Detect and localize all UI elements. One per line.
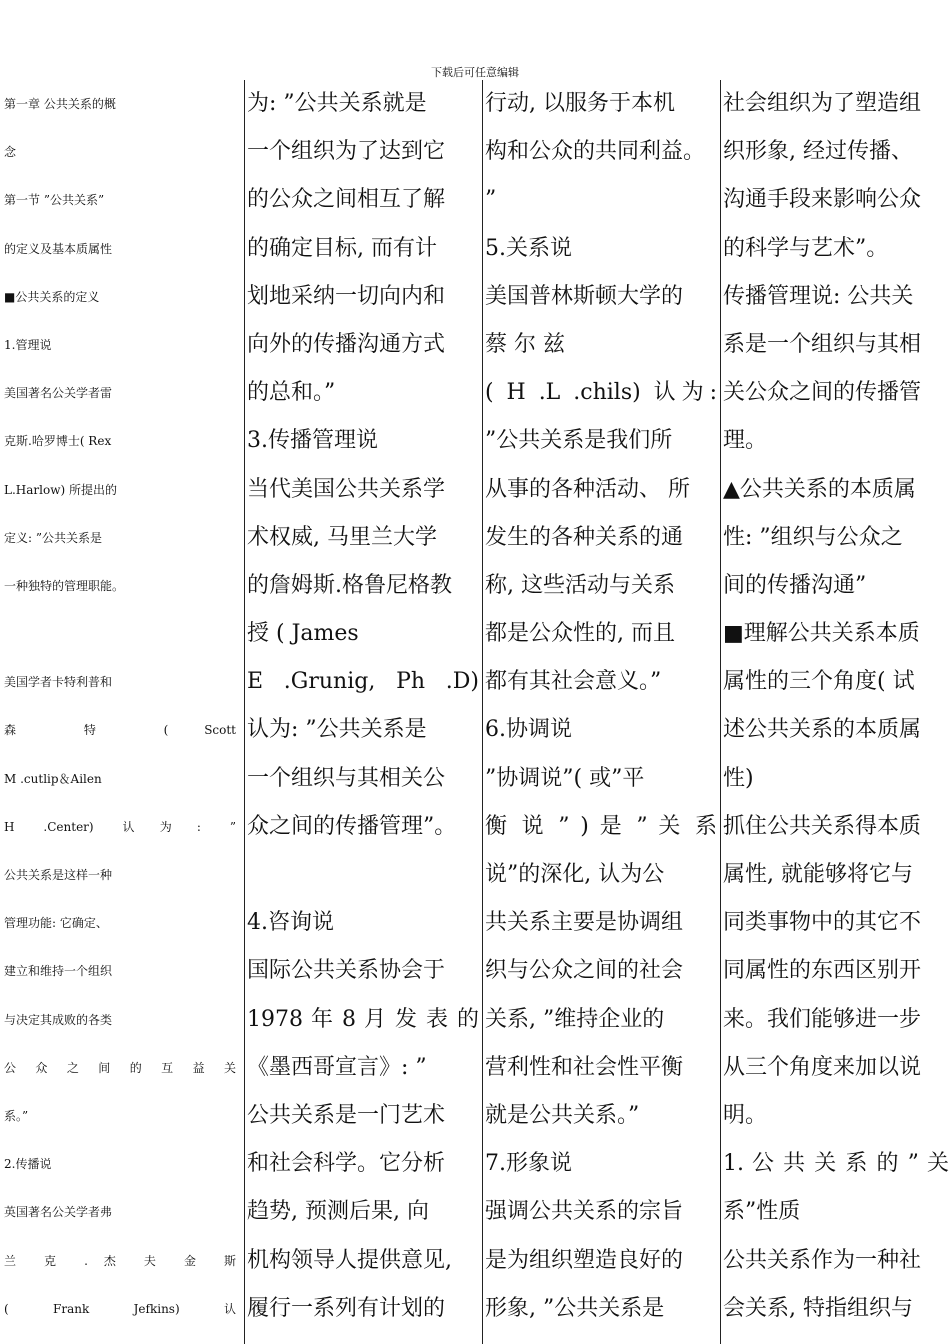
text-line: 一种独特的管理职能。 — [4, 578, 125, 593]
text-line: 众之间的传播管理”。 — [247, 813, 457, 839]
text-line: ” — [485, 187, 497, 213]
text-line: 美国学者卡特利普和 — [4, 675, 113, 690]
text-line: 共关系主要是协调组 — [485, 910, 684, 936]
text-line: 性) — [723, 765, 754, 791]
text-line: 当代美国公共关系学 — [247, 476, 446, 502]
text-line: 7.形象说 — [485, 1151, 572, 1177]
text-line: 授 ( James — [247, 621, 359, 647]
text-line: 理。 — [723, 428, 768, 454]
text-line: 来。我们能够进一步 — [723, 1006, 922, 1032]
text-line: 从事的各种活动、 所 — [485, 476, 690, 502]
text-line: 就是公共关系。” — [485, 1102, 640, 1128]
text-line: 定义: ”公共关系是 — [4, 530, 102, 545]
text-line: 1. 公 共 关 系 的 ” 关 — [723, 1151, 949, 1177]
text-line: 蔡 尔 兹 — [485, 331, 565, 357]
text-line: 2.传播说 — [4, 1157, 52, 1172]
column-1 — [4, 80, 236, 1344]
text-line — [247, 851, 479, 899]
text-line: 管理功能: 它确定、 — [4, 916, 108, 931]
text-line: 的公众之间相互了解 — [247, 187, 446, 213]
text-line: 兰 克 . 杰 夫 金 斯 — [4, 1253, 236, 1268]
text-line: 属性的三个角度( 试 — [723, 669, 915, 695]
column-3 — [482, 80, 717, 1344]
text-line: 性: ”组织与公众之 — [723, 524, 903, 550]
text-line: 机构领导人提供意见, — [247, 1247, 452, 1273]
text-line: 强调公共关系的宗旨 — [485, 1199, 684, 1225]
text-line: 都是公众性的, 而且 — [485, 621, 675, 647]
text-line: 向外的传播沟通方式 — [247, 331, 446, 357]
text-line: 与决定其成败的各类 — [4, 1012, 113, 1027]
text-line: 间的传播沟通” — [723, 572, 867, 598]
text-line: 营利性和社会性平衡 — [485, 1054, 684, 1080]
text-line: ”公共关系是我们所 — [485, 428, 673, 454]
text-line: 的詹姆斯.格鲁尼格教 — [247, 572, 452, 598]
text-line: 第一节 ”公共关系” — [4, 193, 105, 208]
text-line: 述公共关系的本质属 — [723, 717, 922, 743]
text-line: 和社会科学。它分析 — [247, 1151, 446, 1177]
text-line: 系是一个组织与其相 — [723, 331, 922, 357]
text-line: 传播管理说: 公共关 — [723, 283, 914, 309]
text-line: 关系, ”维持企业的 — [485, 1006, 665, 1032]
page-header-note: 下载后可任意编辑 — [431, 66, 519, 79]
text-line: 沟通手段来影响公众 — [723, 187, 922, 213]
text-line: 为: ”公共关系就是 — [247, 91, 427, 116]
text-columns — [4, 80, 949, 1344]
text-line: 发生的各种关系的通 — [485, 524, 684, 550]
text-line: ”协调说”( 或”平 — [485, 765, 645, 791]
text-line: 术权威, 马里兰大学 — [247, 524, 437, 550]
text-line: H .Center) 认为: ” — [4, 819, 236, 834]
text-line: 称, 这些活动与关系 — [485, 572, 675, 598]
text-line: 克斯.哈罗博士( Rex — [4, 434, 112, 449]
text-line: 构和公众的共同利益。 — [485, 139, 706, 165]
text-line: 同属性的东西区别开 — [723, 958, 922, 984]
text-line: 履行一系列有计划的 — [247, 1295, 446, 1321]
text-line: 的科学与艺术”。 — [723, 235, 889, 261]
text-line: 织与公众之间的社会 — [485, 958, 684, 984]
column-4 — [720, 80, 949, 1344]
text-line: 系”性质 — [723, 1199, 801, 1225]
text-line: 第一章 公共关系的概 — [4, 97, 116, 111]
text-line: 抓住公共关系得本质 — [723, 813, 922, 839]
text-line: 趋势, 预测后果, 向 — [247, 1199, 429, 1225]
text-line: ( H .L .chils) 认为: — [485, 380, 717, 406]
text-line: 6.协调说 — [485, 717, 572, 743]
text-line: 森 特 ( Scott — [4, 723, 236, 738]
text-line: 美国普林斯顿大学的 — [485, 283, 684, 309]
text-line: M .cutlip＆Ailen — [4, 771, 102, 786]
text-line: ( Frank Jefkins) 认 — [4, 1301, 236, 1316]
text-line: 4.咨询说 — [247, 910, 334, 936]
text-line: 都有其社会意义。” — [485, 669, 662, 695]
text-line: 的总和。” — [247, 380, 336, 406]
text-line: 《墨西哥宣言》: ” — [247, 1054, 427, 1080]
text-line: 说”的深化, 认为公 — [485, 862, 665, 887]
text-line: 划地采纳一切向内和 — [247, 283, 446, 309]
text-line: ▲公共关系的本质属 — [723, 476, 916, 502]
text-line: 会关系, 特指组织与 — [723, 1295, 913, 1321]
text-line: 3.传播管理说 — [247, 428, 378, 454]
column-2 — [244, 80, 479, 1344]
text-line: 公共关系是这样一种 — [4, 868, 113, 882]
text-line: 国际公共关系协会于 — [247, 958, 446, 984]
text-line — [4, 610, 236, 658]
text-line: 一个组织与其相关公 — [247, 765, 446, 791]
text-line: 认为: ”公共关系是 — [247, 717, 427, 743]
text-line: 明。 — [723, 1102, 768, 1128]
text-line: 形象, ”公共关系是 — [485, 1295, 665, 1321]
text-line: L.Harlow) 所提出的 — [4, 482, 117, 497]
text-line: 美国著名公关学者雷 — [4, 386, 113, 401]
text-line: 属性, 就能够将它与 — [723, 862, 913, 887]
text-line: 公共关系作为一种社 — [723, 1247, 922, 1273]
text-line: 社会组织为了塑造组 — [723, 91, 922, 116]
text-line: 行动, 以服务于本机 — [485, 91, 675, 116]
text-line: E .Grunig, Ph .D) — [247, 669, 479, 695]
text-line: 5.关系说 — [485, 235, 572, 261]
text-line: 公 众 之 间 的 互 益 关 — [4, 1060, 236, 1075]
text-line: 1978 年 8 月 发 表 的 — [247, 1006, 479, 1032]
text-line: 衡 说 ” ) 是 ” 关 系 — [485, 813, 717, 839]
text-line: 从三个角度来加以说 — [723, 1054, 922, 1080]
text-line: 1.管理说 — [4, 337, 52, 352]
text-line: ■理解公共关系本质 — [723, 621, 920, 647]
text-line: 一个组织为了达到它 — [247, 139, 446, 165]
text-line: 关公众之间的传播管 — [723, 380, 922, 406]
text-line: 念 — [4, 145, 17, 160]
text-line: 建立和维持一个组织 — [4, 964, 113, 979]
text-line: 是为组织塑造良好的 — [485, 1247, 684, 1273]
text-line: 公共关系是一门艺术 — [247, 1102, 446, 1128]
text-line: 英国著名公关学者弗 — [4, 1205, 113, 1220]
text-line: 同类事物中的其它不 — [723, 910, 922, 936]
text-line: 的定义及基本质属性 — [4, 241, 113, 256]
text-line: 系。” — [4, 1108, 29, 1123]
text-line: 的确定目标, 而有计 — [247, 235, 437, 261]
text-line: ■公共关系的定义 — [4, 289, 100, 304]
text-line: 织形象, 经过传播、 — [723, 139, 913, 165]
